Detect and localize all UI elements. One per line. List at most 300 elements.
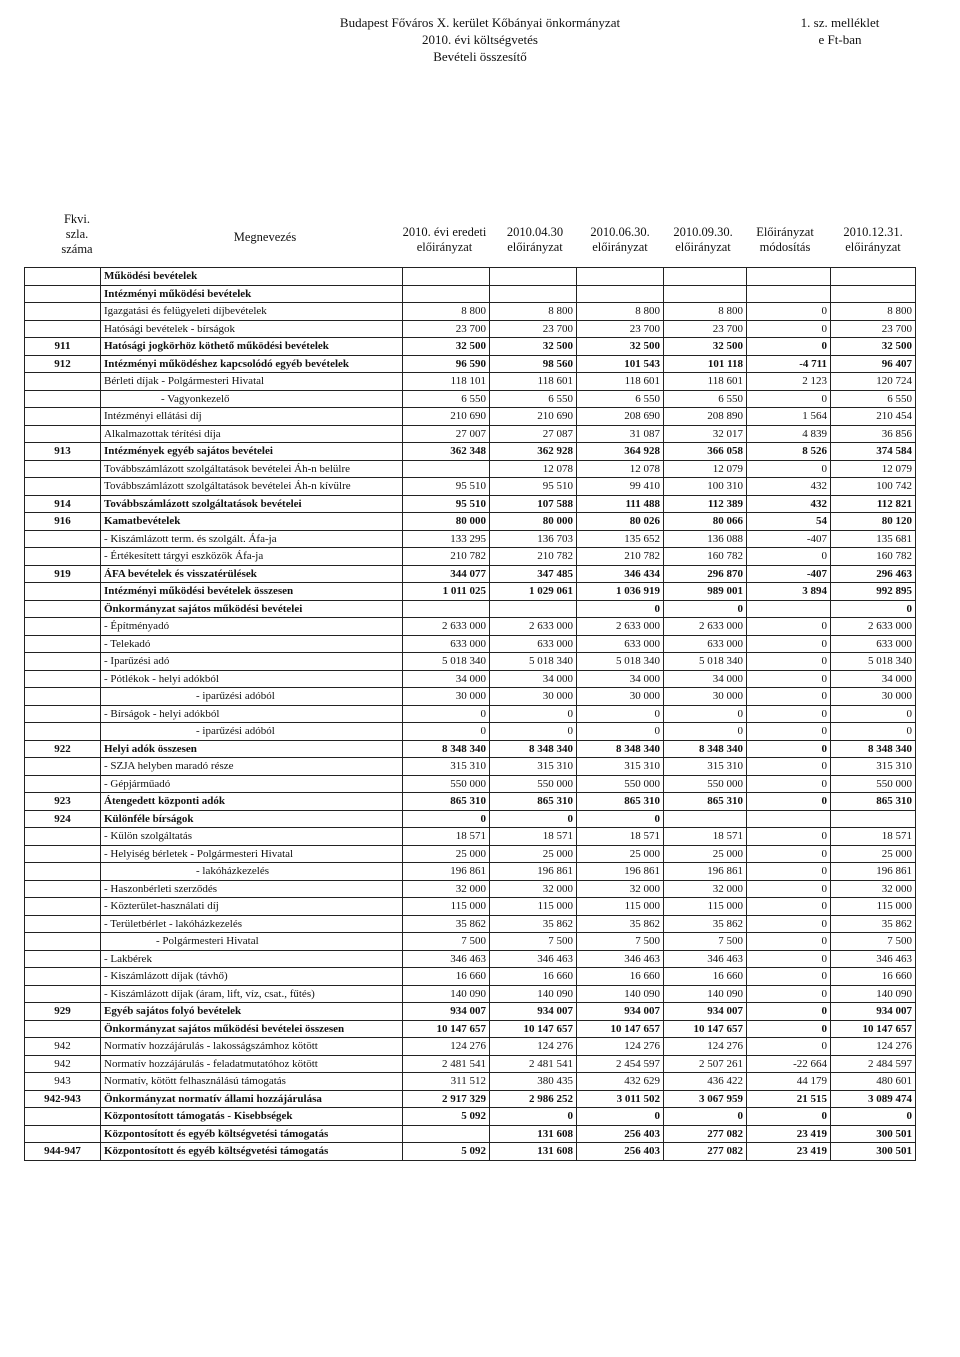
value-cell-4: 35 862 xyxy=(664,915,747,933)
value-cell-1: 315 310 xyxy=(403,758,490,776)
table-row xyxy=(25,723,916,741)
account-code xyxy=(25,723,101,741)
value-cell-2: 362 928 xyxy=(490,443,577,461)
table-row xyxy=(25,1108,916,1126)
account-code xyxy=(25,530,101,548)
table-row xyxy=(25,408,916,426)
account-code xyxy=(25,898,101,916)
value-cell-3: 111 488 xyxy=(577,495,664,513)
header-line-1: Budapest Főváros X. kerület Kőbányai önkormányzat xyxy=(339,15,621,30)
revenue-table xyxy=(24,267,916,1161)
value-cell-5: 0 xyxy=(747,1020,831,1038)
value-cell-6: 374 584 xyxy=(831,443,916,461)
value-cell-4: 315 310 xyxy=(664,758,747,776)
value-cell-4: 115 000 xyxy=(664,898,747,916)
value-cell-5: 54 xyxy=(747,513,831,531)
value-cell-6: 135 681 xyxy=(831,530,916,548)
value-cell-1: 118 101 xyxy=(403,373,490,391)
value-cell-1: 865 310 xyxy=(403,793,490,811)
value-cell-1: 0 xyxy=(403,723,490,741)
value-cell-2: 136 703 xyxy=(490,530,577,548)
row-label: Egyéb sajátos folyó bevételek xyxy=(101,1003,403,1021)
value-cell-6: 115 000 xyxy=(831,898,916,916)
value-cell-5: 8 526 xyxy=(747,443,831,461)
value-cell-1: 16 660 xyxy=(403,968,490,986)
value-cell-4: 277 082 xyxy=(664,1143,747,1161)
account-code xyxy=(25,863,101,881)
row-label: - Lakbérek xyxy=(101,950,403,968)
value-cell-5 xyxy=(747,285,831,303)
table-row xyxy=(25,688,916,706)
col-header-c2: 2010.04.30 előirányzat xyxy=(506,225,564,254)
value-cell-2: 550 000 xyxy=(490,775,577,793)
row-label: - Polgármesteri Hivatal xyxy=(101,933,403,951)
value-cell-4: 80 066 xyxy=(664,513,747,531)
value-cell-4: 196 861 xyxy=(664,863,747,881)
account-code xyxy=(25,845,101,863)
account-code xyxy=(25,968,101,986)
row-label: - iparűzési adóból xyxy=(101,688,403,706)
value-cell-6: 120 724 xyxy=(831,373,916,391)
row-label: Átengedett központi adók xyxy=(101,793,403,811)
col-header-c4: 2010.09.30. előirányzat xyxy=(673,225,733,254)
row-label: Normatív hozzájárulás - feladatmutatóhoz kötött xyxy=(101,1055,403,1073)
value-cell-6: 210 454 xyxy=(831,408,916,426)
value-cell-1 xyxy=(403,460,490,478)
value-cell-1: 346 463 xyxy=(403,950,490,968)
value-cell-6: 80 120 xyxy=(831,513,916,531)
value-cell-6: 8 348 340 xyxy=(831,740,916,758)
table-row xyxy=(25,513,916,531)
value-cell-1: 10 147 657 xyxy=(403,1020,490,1038)
value-cell-3: 865 310 xyxy=(577,793,664,811)
table-row xyxy=(25,845,916,863)
account-code xyxy=(25,635,101,653)
value-cell-6: 0 xyxy=(831,1108,916,1126)
value-cell-5: 0 xyxy=(747,303,831,321)
table-row xyxy=(25,1003,916,1021)
value-cell-6: 8 800 xyxy=(831,303,916,321)
value-cell-4: 8 800 xyxy=(664,303,747,321)
value-cell-2: 18 571 xyxy=(490,828,577,846)
value-cell-2: 118 601 xyxy=(490,373,577,391)
value-cell-5: 0 xyxy=(747,880,831,898)
row-label: - Értékesített tárgyi eszközök Áfa-ja xyxy=(101,548,403,566)
value-cell-2: 6 550 xyxy=(490,390,577,408)
value-cell-3: 1 036 919 xyxy=(577,583,664,601)
row-label: Intézmények egyéb sajátos bevételei xyxy=(101,443,403,461)
table-row xyxy=(25,530,916,548)
table-row xyxy=(25,600,916,618)
account-code xyxy=(25,478,101,496)
value-cell-2: 2 481 541 xyxy=(490,1055,577,1073)
value-cell-1: 196 861 xyxy=(403,863,490,881)
value-cell-5: 0 xyxy=(747,758,831,776)
col-header-name: Megnevezés xyxy=(233,230,297,244)
value-cell-3: 633 000 xyxy=(577,635,664,653)
table-row xyxy=(25,355,916,373)
value-cell-5: 0 xyxy=(747,723,831,741)
value-cell-3: 99 410 xyxy=(577,478,664,496)
value-cell-5: -407 xyxy=(747,530,831,548)
value-cell-4: 0 xyxy=(664,1108,747,1126)
row-label: Intézményi ellátási díj xyxy=(101,408,403,426)
account-code xyxy=(25,950,101,968)
col-header-c6: 2010.12.31. előirányzat xyxy=(843,225,903,254)
value-cell-4: 34 000 xyxy=(664,670,747,688)
value-cell-1: 2 633 000 xyxy=(403,618,490,636)
value-cell-5: 0 xyxy=(747,618,831,636)
value-cell-5: 1 564 xyxy=(747,408,831,426)
row-label: - Bírságok - helyi adókból xyxy=(101,705,403,723)
value-cell-6: 2 484 597 xyxy=(831,1055,916,1073)
value-cell-3: 364 928 xyxy=(577,443,664,461)
value-cell-2: 131 608 xyxy=(490,1143,577,1161)
value-cell-4: 6 550 xyxy=(664,390,747,408)
value-cell-5: 4 839 xyxy=(747,425,831,443)
value-cell-4: 865 310 xyxy=(664,793,747,811)
account-code xyxy=(25,618,101,636)
value-cell-1: 0 xyxy=(403,810,490,828)
value-cell-6: 100 742 xyxy=(831,478,916,496)
value-cell-4: 366 058 xyxy=(664,443,747,461)
table-row xyxy=(25,793,916,811)
account-code xyxy=(25,933,101,951)
account-code: 929 xyxy=(25,1003,101,1021)
table-row xyxy=(25,548,916,566)
table-row xyxy=(25,670,916,688)
table-row xyxy=(25,268,916,286)
value-cell-2: 0 xyxy=(490,810,577,828)
value-cell-5: 0 xyxy=(747,635,831,653)
value-cell-3: 0 xyxy=(577,1108,664,1126)
value-cell-2: 315 310 xyxy=(490,758,577,776)
col-header-code: Fkvi. szla. száma xyxy=(61,212,93,256)
value-cell-5: 0 xyxy=(747,968,831,986)
account-code xyxy=(25,390,101,408)
value-cell-6: 196 861 xyxy=(831,863,916,881)
table-row xyxy=(25,810,916,828)
value-cell-1: 6 550 xyxy=(403,390,490,408)
row-label: - Iparűzési adó xyxy=(101,653,403,671)
table-row xyxy=(25,1143,916,1161)
table-row xyxy=(25,583,916,601)
account-code xyxy=(25,425,101,443)
table-row xyxy=(25,863,916,881)
table-row xyxy=(25,1020,916,1038)
value-cell-6 xyxy=(831,285,916,303)
value-cell-3: 346 434 xyxy=(577,565,664,583)
value-cell-3: 0 xyxy=(577,600,664,618)
value-cell-4: 550 000 xyxy=(664,775,747,793)
table-row xyxy=(25,1125,916,1143)
value-cell-5: 0 xyxy=(747,845,831,863)
value-cell-4: 32 500 xyxy=(664,338,747,356)
value-cell-1: 18 571 xyxy=(403,828,490,846)
value-cell-3: 2 633 000 xyxy=(577,618,664,636)
value-cell-4: 277 082 xyxy=(664,1125,747,1143)
value-cell-3: 35 862 xyxy=(577,915,664,933)
value-cell-6: 160 782 xyxy=(831,548,916,566)
value-cell-2: 30 000 xyxy=(490,688,577,706)
value-cell-6 xyxy=(831,268,916,286)
value-cell-5: 0 xyxy=(747,950,831,968)
value-cell-3: 432 629 xyxy=(577,1073,664,1091)
value-cell-4: 136 088 xyxy=(664,530,747,548)
value-cell-2: 107 588 xyxy=(490,495,577,513)
value-cell-3: 3 011 502 xyxy=(577,1090,664,1108)
table-row xyxy=(25,425,916,443)
value-cell-5: 0 xyxy=(747,863,831,881)
value-cell-6: 124 276 xyxy=(831,1038,916,1056)
value-cell-5: 0 xyxy=(747,320,831,338)
value-cell-5: 44 179 xyxy=(747,1073,831,1091)
value-cell-6: 7 500 xyxy=(831,933,916,951)
value-cell-2 xyxy=(490,600,577,618)
value-cell-5: 0 xyxy=(747,775,831,793)
value-cell-6: 112 821 xyxy=(831,495,916,513)
table-row xyxy=(25,1055,916,1073)
table-row xyxy=(25,653,916,671)
table-row xyxy=(25,933,916,951)
row-label: Kamatbevételek xyxy=(101,513,403,531)
value-cell-6: 0 xyxy=(831,723,916,741)
value-cell-2: 380 435 xyxy=(490,1073,577,1091)
row-label: - SZJA helyben maradó része xyxy=(101,758,403,776)
value-cell-4: 100 310 xyxy=(664,478,747,496)
value-cell-1: 2 481 541 xyxy=(403,1055,490,1073)
value-cell-3: 101 543 xyxy=(577,355,664,373)
table-row xyxy=(25,478,916,496)
annex-label: 1. sz. melléklet xyxy=(800,15,880,30)
value-cell-3: 18 571 xyxy=(577,828,664,846)
row-label: Önkormányzat normatív állami hozzájárulása xyxy=(101,1090,403,1108)
value-cell-2 xyxy=(490,268,577,286)
value-cell-5 xyxy=(747,268,831,286)
value-cell-2 xyxy=(490,285,577,303)
account-code: 942 xyxy=(25,1055,101,1073)
value-cell-3: 32 500 xyxy=(577,338,664,356)
value-cell-6: 34 000 xyxy=(831,670,916,688)
value-cell-2: 0 xyxy=(490,705,577,723)
header-line-2: 2010. évi költségvetés xyxy=(422,32,538,47)
value-cell-2: 5 018 340 xyxy=(490,653,577,671)
account-code: 912 xyxy=(25,355,101,373)
account-code: 916 xyxy=(25,513,101,531)
value-cell-6: 2 633 000 xyxy=(831,618,916,636)
value-cell-3 xyxy=(577,285,664,303)
table-row xyxy=(25,758,916,776)
value-cell-2: 23 700 xyxy=(490,320,577,338)
value-cell-3: 135 652 xyxy=(577,530,664,548)
document-header xyxy=(330,14,630,65)
value-cell-4: 633 000 xyxy=(664,635,747,653)
account-code xyxy=(25,303,101,321)
value-cell-6: 12 079 xyxy=(831,460,916,478)
value-cell-5: 0 xyxy=(747,460,831,478)
value-cell-5: 0 xyxy=(747,705,831,723)
account-code xyxy=(25,670,101,688)
value-cell-3: 2 454 597 xyxy=(577,1055,664,1073)
value-cell-1: 210 690 xyxy=(403,408,490,426)
header-line-3: Bevételi összesítő xyxy=(433,49,527,64)
col-header-c1: 2010. évi eredeti előirányzat xyxy=(402,225,487,254)
value-cell-1 xyxy=(403,600,490,618)
value-cell-3: 140 090 xyxy=(577,985,664,1003)
value-cell-1: 35 862 xyxy=(403,915,490,933)
account-code xyxy=(25,1020,101,1038)
value-cell-2: 10 147 657 xyxy=(490,1020,577,1038)
value-cell-4 xyxy=(664,285,747,303)
value-cell-5: 0 xyxy=(747,1038,831,1056)
account-code xyxy=(25,1108,101,1126)
col-header-c5: Előirányzat módosítás xyxy=(756,225,814,254)
row-label: - Helyiség bérletek - Polgármesteri Hivatal xyxy=(101,845,403,863)
row-label: Alkalmazottak térítési díja xyxy=(101,425,403,443)
value-cell-5: 0 xyxy=(747,1003,831,1021)
value-cell-2: 140 090 xyxy=(490,985,577,1003)
value-cell-5: 0 xyxy=(747,915,831,933)
value-cell-4: 989 001 xyxy=(664,583,747,601)
value-cell-6: 35 862 xyxy=(831,915,916,933)
table-row xyxy=(25,460,916,478)
value-cell-3: 0 xyxy=(577,705,664,723)
value-cell-6: 934 007 xyxy=(831,1003,916,1021)
value-cell-2: 934 007 xyxy=(490,1003,577,1021)
value-cell-1: 934 007 xyxy=(403,1003,490,1021)
table-row xyxy=(25,303,916,321)
value-cell-2: 196 861 xyxy=(490,863,577,881)
value-cell-1: 80 000 xyxy=(403,513,490,531)
value-cell-1: 25 000 xyxy=(403,845,490,863)
row-label: - Pótlékok - helyi adókból xyxy=(101,670,403,688)
table-row xyxy=(25,828,916,846)
value-cell-4: 3 067 959 xyxy=(664,1090,747,1108)
value-cell-2: 865 310 xyxy=(490,793,577,811)
value-cell-6: 25 000 xyxy=(831,845,916,863)
account-code: 923 xyxy=(25,793,101,811)
account-code xyxy=(25,775,101,793)
account-code xyxy=(25,705,101,723)
value-cell-4: 5 018 340 xyxy=(664,653,747,671)
value-cell-3: 256 403 xyxy=(577,1143,664,1161)
value-cell-4: 2 507 261 xyxy=(664,1055,747,1073)
value-cell-6: 865 310 xyxy=(831,793,916,811)
account-code: 942 xyxy=(25,1038,101,1056)
row-label: - Gépjárműadó xyxy=(101,775,403,793)
value-cell-5: -22 664 xyxy=(747,1055,831,1073)
account-code xyxy=(25,268,101,286)
account-code xyxy=(25,915,101,933)
value-cell-5: 0 xyxy=(747,688,831,706)
value-cell-5 xyxy=(747,810,831,828)
value-cell-3: 0 xyxy=(577,810,664,828)
table-row xyxy=(25,338,916,356)
value-cell-3: 118 601 xyxy=(577,373,664,391)
value-cell-4: 296 870 xyxy=(664,565,747,583)
value-cell-1: 2 917 329 xyxy=(403,1090,490,1108)
value-cell-5: 23 419 xyxy=(747,1143,831,1161)
row-label: Normatív hozzájárulás - lakosságszámhoz kötött xyxy=(101,1038,403,1056)
row-label: Intézményi működési bevételek összesen xyxy=(101,583,403,601)
document-header-right xyxy=(770,14,910,48)
value-cell-3: 6 550 xyxy=(577,390,664,408)
account-code: 911 xyxy=(25,338,101,356)
row-label: Önkormányzat sajátos működési bevételei xyxy=(101,600,403,618)
value-cell-6: 0 xyxy=(831,705,916,723)
row-label: Intézményi működési bevételek xyxy=(101,285,403,303)
row-label: - lakóházkezelés xyxy=(101,863,403,881)
value-cell-3: 346 463 xyxy=(577,950,664,968)
row-label: Továbbszámlázott szolgáltatások bevételei xyxy=(101,495,403,513)
account-code xyxy=(25,460,101,478)
value-cell-3: 115 000 xyxy=(577,898,664,916)
account-code: 913 xyxy=(25,443,101,461)
value-cell-3: 7 500 xyxy=(577,933,664,951)
row-label: Intézményi működéshez kapcsolódó egyéb bevételek xyxy=(101,355,403,373)
row-label: - Telekadó xyxy=(101,635,403,653)
table-row xyxy=(25,1038,916,1056)
value-cell-5: -407 xyxy=(747,565,831,583)
row-label: Központosított és egyéb költségvetési támogatás xyxy=(101,1143,403,1161)
table-row xyxy=(25,1090,916,1108)
table-row xyxy=(25,1073,916,1091)
value-cell-4: 12 079 xyxy=(664,460,747,478)
table-row xyxy=(25,740,916,758)
value-cell-2: 25 000 xyxy=(490,845,577,863)
value-cell-2: 1 029 061 xyxy=(490,583,577,601)
account-code xyxy=(25,688,101,706)
table-row xyxy=(25,443,916,461)
value-cell-2: 98 560 xyxy=(490,355,577,373)
table-row xyxy=(25,495,916,513)
value-cell-6: 10 147 657 xyxy=(831,1020,916,1038)
account-code xyxy=(25,285,101,303)
value-cell-4: 18 571 xyxy=(664,828,747,846)
value-cell-1: 0 xyxy=(403,705,490,723)
value-cell-4: 2 633 000 xyxy=(664,618,747,636)
value-cell-1 xyxy=(403,268,490,286)
value-cell-2: 7 500 xyxy=(490,933,577,951)
value-cell-6: 16 660 xyxy=(831,968,916,986)
value-cell-5: 0 xyxy=(747,1108,831,1126)
account-code xyxy=(25,653,101,671)
account-code xyxy=(25,583,101,601)
row-label: Hatósági jogkörhöz köthető működési bevételek xyxy=(101,338,403,356)
value-cell-4 xyxy=(664,268,747,286)
row-label: Helyi adók összesen xyxy=(101,740,403,758)
value-cell-1: 1 011 025 xyxy=(403,583,490,601)
value-cell-1 xyxy=(403,285,490,303)
row-label: - Kiszámlázott díjak (áram, lift, víz, csat., fűtés) xyxy=(101,985,403,1003)
value-cell-1: 311 512 xyxy=(403,1073,490,1091)
value-cell-1: 124 276 xyxy=(403,1038,490,1056)
value-cell-5: 23 419 xyxy=(747,1125,831,1143)
value-cell-5: 0 xyxy=(747,670,831,688)
table-row xyxy=(25,705,916,723)
value-cell-4: 160 782 xyxy=(664,548,747,566)
table-row xyxy=(25,373,916,391)
value-cell-2: 2 633 000 xyxy=(490,618,577,636)
account-code: 944-947 xyxy=(25,1143,101,1161)
value-cell-3: 16 660 xyxy=(577,968,664,986)
row-label: - Kiszámlázott term. és szolgált. Áfa-ja xyxy=(101,530,403,548)
value-cell-6: 3 089 474 xyxy=(831,1090,916,1108)
value-cell-4: 25 000 xyxy=(664,845,747,863)
value-cell-4: 10 147 657 xyxy=(664,1020,747,1038)
value-cell-5: 0 xyxy=(747,653,831,671)
value-cell-3: 8 348 340 xyxy=(577,740,664,758)
